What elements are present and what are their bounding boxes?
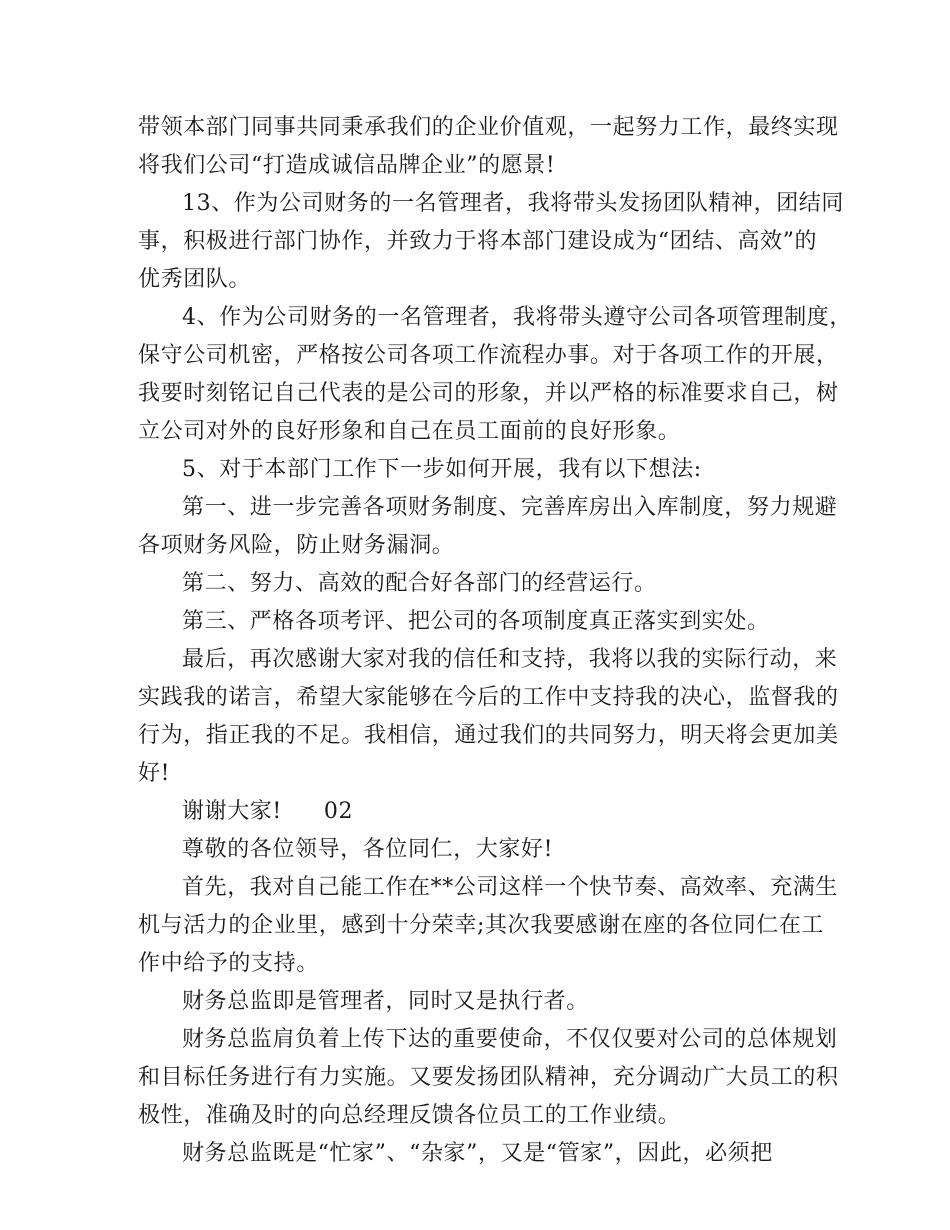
text-line: 财务总监既是“忙家”、“杂家”，又是“管家”，因此，必须把 — [182, 1141, 773, 1166]
text-line: 第三、严格各项考评、把公司的各项制度真正落实到实处。 — [182, 609, 770, 634]
text-line: 保守公司机密，严格按公司各项工作流程办事。对于各项工作的开展， — [138, 343, 839, 368]
text-line: 财务总监肩负着上传下达的重要使命，不仅仅要对公司的总体规划 — [182, 1027, 838, 1052]
text-line: 作中给予的支持。 — [138, 951, 319, 976]
text-line: 5、对于本部门工作下一步如何开展，我有以下想法: — [182, 457, 702, 482]
section-number: 02 — [323, 799, 354, 824]
text-line: 事，积极进行部门协作，并致力于将本部门建设成为“团结、高效”的 — [138, 229, 818, 254]
text-line: 实践我的诺言，希望大家能够在今后的工作中支持我的决心，监督我的 — [138, 685, 839, 710]
text-line: 立公司对外的良好形象和自己在员工面前的良好形象。 — [138, 419, 681, 444]
text-line-with-marker — [182, 794, 353, 830]
text-line: 带领本部门同事共同秉承我们的企业价值观，一起努力工作，最终实现 — [138, 115, 839, 140]
text-line: 极性，准确及时的向总经理反馈各位员工的工作业绩。 — [138, 1103, 681, 1128]
text-line: 好! — [138, 761, 171, 786]
text-line: 和目标任务进行有力实施。又要发扬团队精神，充分调动广大员工的积 — [138, 1065, 839, 1090]
text-line: 4、作为公司财务的一名管理者，我将带头遵守公司各项管理制度， — [182, 305, 852, 330]
text-line: 行为，指正我的不足。我相信，通过我们的共同努力，明天将会更加美 — [138, 723, 839, 748]
text-line: 各项财务风险，防止财务漏洞。 — [138, 533, 455, 558]
text-line: 尊敬的各位领导，各位同仁，大家好! — [182, 837, 554, 862]
text-line: 首先，我对自己能工作在**公司这样一个快节奏、高效率、充满生 — [182, 875, 839, 900]
text-line: 将我们公司“打造成诚信品牌企业”的愿景! — [138, 153, 556, 178]
text-line: 财务总监即是管理者，同时又是执行者。 — [182, 989, 589, 1014]
text-line: 我要时刻铭记自己代表的是公司的形象，并以严格的标准要求自己，树 — [138, 381, 839, 406]
text-line: 13、作为公司财务的一名管理者，我将带头发扬团队精神，团结同 — [182, 191, 844, 216]
text-line: 最后，再次感谢大家对我的信任和支持，我将以我的实际行动，来 — [182, 647, 838, 672]
text-line: 优秀团队。 — [138, 267, 252, 292]
closing-thanks: 谢谢大家! — [182, 799, 282, 824]
text-line: 第一、进一步完善各项财务制度、完善库房出入库制度，努力规避 — [182, 495, 838, 520]
text-line: 机与活力的企业里，感到十分荣幸;其次我要感谢在座的各位同仁在工 — [138, 913, 825, 938]
text-line: 第二、努力、高效的配合好各部门的经营运行。 — [182, 571, 657, 596]
